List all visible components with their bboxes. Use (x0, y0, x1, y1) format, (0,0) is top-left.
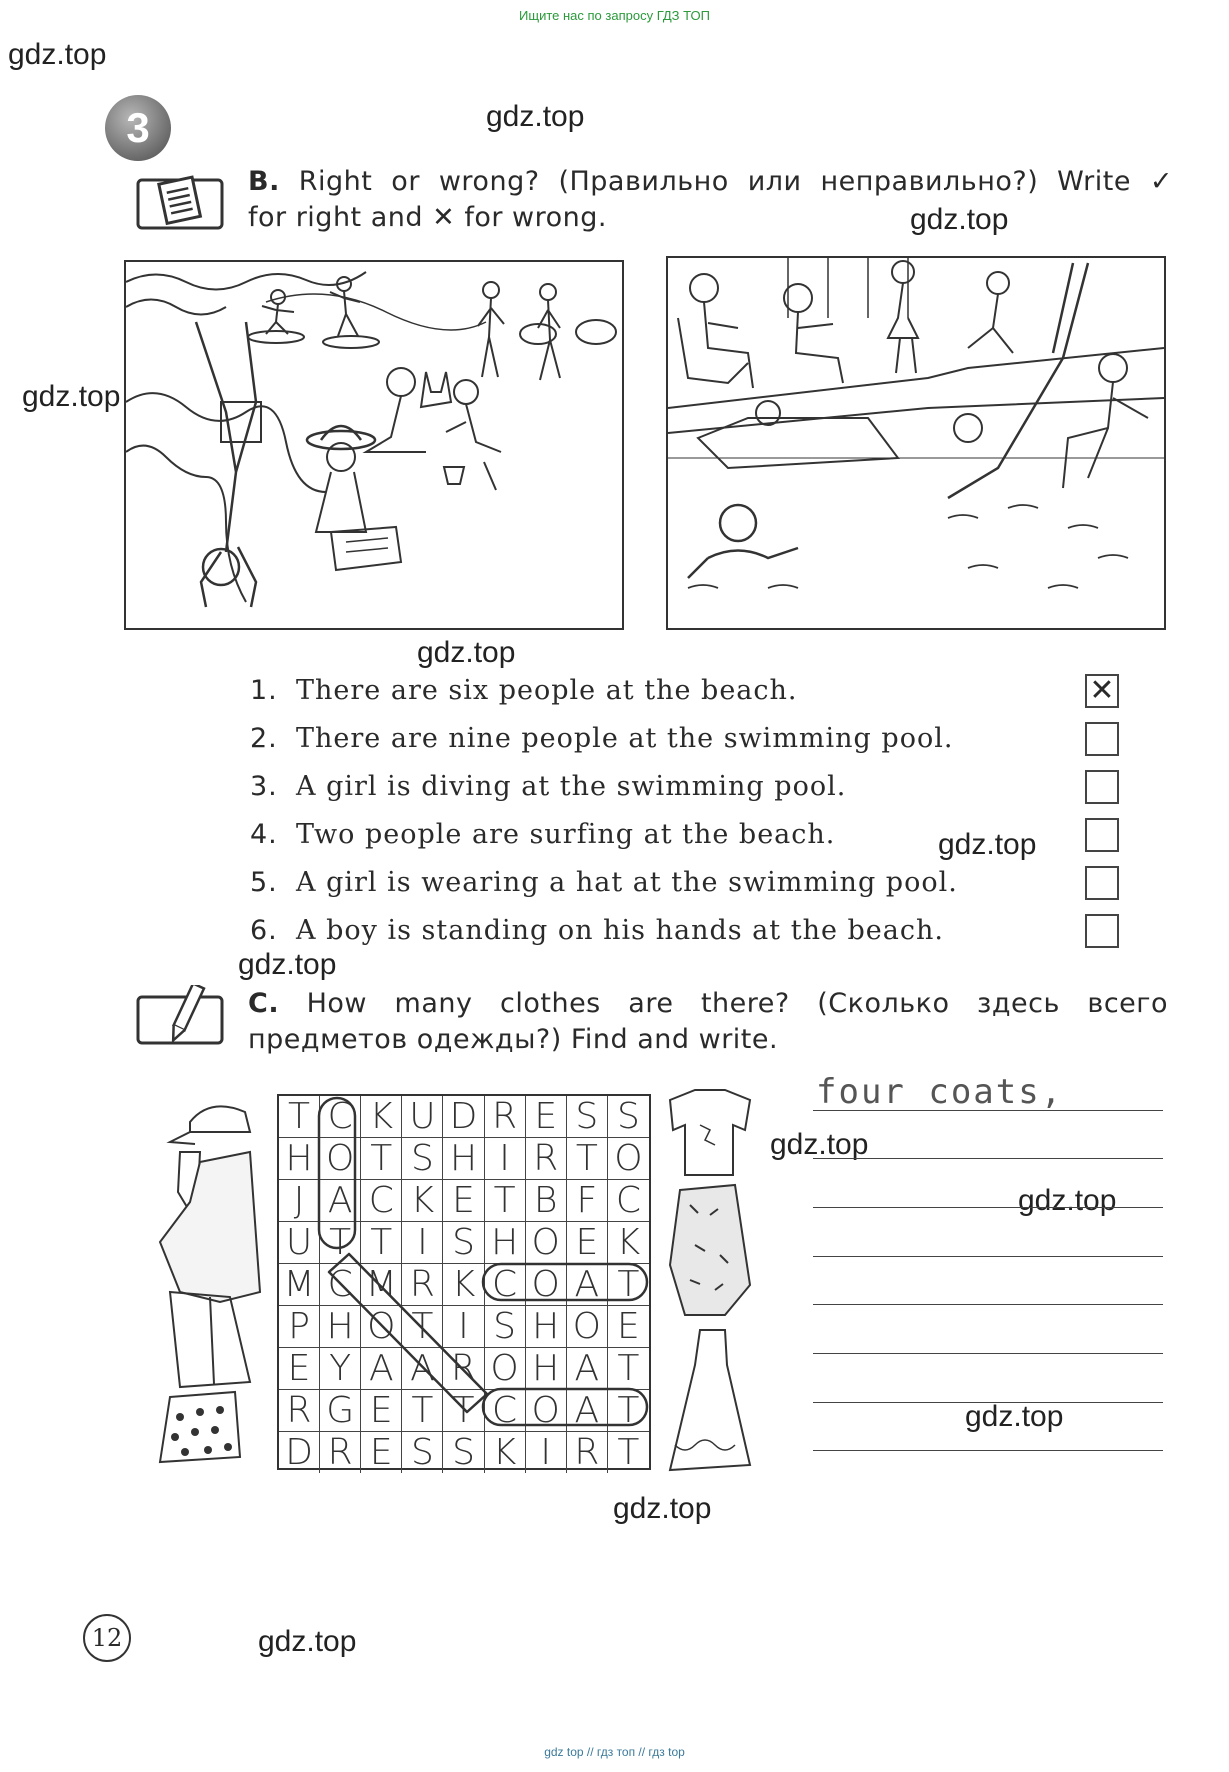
task-b-letter: B. (248, 166, 280, 197)
grid-cell[interactable]: E (361, 1432, 402, 1473)
top-banner[interactable]: Ищите нас по запросу ГДЗ ТОП (519, 8, 710, 23)
task-c-letter: C. (248, 988, 280, 1019)
grid-cell[interactable]: R (526, 1138, 567, 1180)
watermark: gdz.top (417, 636, 516, 669)
grid-cell[interactable]: S (443, 1222, 484, 1264)
grid-cell[interactable]: S (402, 1432, 443, 1473)
grid-cell[interactable]: O (567, 1306, 608, 1348)
grid-cell[interactable]: K (361, 1096, 402, 1138)
grid-cell[interactable]: T (402, 1390, 443, 1432)
grid-cell[interactable]: S (485, 1306, 526, 1348)
book-icon (135, 172, 227, 232)
grid-cell[interactable]: R (443, 1348, 484, 1390)
grid-cell[interactable]: Y (320, 1348, 361, 1390)
grid-cell[interactable]: M (361, 1264, 402, 1306)
grid-cell[interactable]: R (402, 1264, 443, 1306)
grid-cell[interactable]: K (443, 1264, 484, 1306)
grid-cell[interactable]: A (361, 1348, 402, 1390)
grid-cell[interactable]: U (279, 1222, 320, 1264)
answer-line[interactable] (813, 1353, 1163, 1354)
grid-cell[interactable]: T (608, 1348, 649, 1390)
grid-cell[interactable]: H (526, 1306, 567, 1348)
answer-checkbox[interactable] (1085, 914, 1119, 948)
grid-cell[interactable]: H (485, 1222, 526, 1264)
task-c-instruction (248, 986, 1168, 1058)
watermark: gdz.top (910, 203, 1009, 236)
page-number: 12 (83, 1614, 131, 1662)
grid-cell[interactable]: T (443, 1390, 484, 1432)
beach-picture (124, 260, 624, 630)
grid-cell[interactable]: T (402, 1306, 443, 1348)
grid-cell[interactable]: K (402, 1180, 443, 1222)
answer-line[interactable] (813, 1450, 1163, 1451)
grid-cell[interactable]: T (608, 1390, 649, 1432)
grid-cell[interactable]: E (608, 1306, 649, 1348)
watermark: gdz.top (486, 100, 585, 133)
grid-cell[interactable]: C (485, 1390, 526, 1432)
pool-picture (666, 256, 1166, 630)
grid-cell[interactable]: E (361, 1390, 402, 1432)
task-b-line2: for right and ✕ for wrong. (248, 202, 607, 233)
watermark: gdz.top (258, 1625, 357, 1658)
answer-line[interactable] (813, 1110, 1163, 1111)
clothes-illustration-left (150, 1092, 270, 1472)
grid-cell[interactable]: R (485, 1096, 526, 1138)
grid-cell[interactable]: E (279, 1348, 320, 1390)
task-b-line1: Right or wrong? (Правильно или неправильно?) Write ✓ (298, 166, 1173, 197)
grid-cell[interactable]: D (443, 1096, 484, 1138)
grid-cell[interactable]: R (320, 1432, 361, 1473)
grid-cell[interactable]: G (320, 1390, 361, 1432)
watermark: gdz.top (770, 1128, 869, 1161)
statement-row: 3. A girl is diving at the swimming pool. (250, 771, 847, 802)
grid-cell[interactable]: T (608, 1264, 649, 1306)
grid-cell[interactable]: T (279, 1096, 320, 1138)
grid-cell[interactable]: R (567, 1432, 608, 1473)
grid-cell[interactable]: R (279, 1390, 320, 1432)
grid-cell[interactable]: S (567, 1096, 608, 1138)
grid-cell[interactable]: E (567, 1222, 608, 1264)
grid-cell[interactable]: K (485, 1432, 526, 1473)
grid-cell[interactable]: A (567, 1348, 608, 1390)
grid-cell[interactable]: T (485, 1180, 526, 1222)
watermark: gdz.top (965, 1400, 1064, 1433)
statement-row: 5. A girl is wearing a hat at the swimming pool. (250, 867, 958, 898)
answer-checkbox[interactable] (1085, 722, 1119, 756)
watermark: gdz.top (238, 948, 337, 981)
pencil-icon (135, 985, 225, 1047)
answer-line[interactable] (813, 1158, 1163, 1159)
grid-cell[interactable]: B (526, 1180, 567, 1222)
grid-cell[interactable]: A (567, 1390, 608, 1432)
task-c-line2: предметов одежды?) Find and write. (248, 1024, 779, 1055)
unit-badge: 3 (105, 95, 171, 161)
grid-cell[interactable]: J (279, 1180, 320, 1222)
grid-cell[interactable]: I (526, 1432, 567, 1473)
grid-cell[interactable]: D (279, 1432, 320, 1473)
grid-cell[interactable]: I (485, 1138, 526, 1180)
grid-cell[interactable]: T (361, 1222, 402, 1264)
grid-cell[interactable]: S (443, 1432, 484, 1473)
answer-line[interactable] (813, 1402, 1163, 1403)
grid-cell[interactable]: H (279, 1138, 320, 1180)
watermark: gdz.top (938, 828, 1037, 861)
grid-cell[interactable]: C (361, 1180, 402, 1222)
grid-cell[interactable]: A (320, 1180, 361, 1222)
grid-cell[interactable]: O (361, 1306, 402, 1348)
watermark: gdz.top (1018, 1184, 1117, 1217)
grid-cell[interactable]: E (443, 1180, 484, 1222)
grid-cell[interactable]: K (608, 1222, 649, 1264)
grid-cell[interactable]: O (320, 1138, 361, 1180)
grid-cell[interactable]: H (526, 1348, 567, 1390)
grid-cell[interactable]: H (320, 1306, 361, 1348)
grid-cell[interactable]: I (443, 1306, 484, 1348)
answer-checkbox[interactable] (1085, 866, 1119, 900)
grid-cell[interactable]: O (526, 1222, 567, 1264)
grid-cell[interactable]: C (320, 1264, 361, 1306)
grid-cell[interactable]: A (402, 1348, 443, 1390)
grid-cell[interactable]: O (485, 1348, 526, 1390)
clothes-illustration-right (655, 1085, 765, 1475)
answer-checkbox[interactable]: ✕ (1085, 674, 1119, 708)
watermark: gdz.top (8, 38, 107, 71)
grid-cell[interactable]: S (402, 1138, 443, 1180)
grid-cell[interactable]: O (608, 1138, 649, 1180)
watermark: gdz.top (613, 1492, 712, 1525)
watermark: gdz.top (22, 380, 121, 413)
grid-cell[interactable]: S (608, 1096, 649, 1138)
answer-line[interactable] (813, 1256, 1163, 1257)
grid-cell[interactable]: C (608, 1180, 649, 1222)
answer-text: four coats, (816, 1072, 1064, 1112)
grid-cell[interactable]: F (567, 1180, 608, 1222)
task-b-instruction (248, 164, 1173, 236)
grid-cell[interactable]: H (443, 1138, 484, 1180)
grid-cell[interactable]: T (361, 1138, 402, 1180)
grid-cell[interactable]: T (320, 1222, 361, 1264)
answer-checkbox[interactable] (1085, 818, 1119, 852)
grid-cell[interactable]: C (320, 1096, 361, 1138)
statement-row: 6. A boy is standing on his hands at the beach. (250, 915, 944, 946)
grid-cell[interactable]: P (279, 1306, 320, 1348)
grid-cell[interactable]: U (402, 1096, 443, 1138)
grid-cell[interactable]: M (279, 1264, 320, 1306)
task-c-line1: How many clothes are there? (Сколько здесь всего (306, 988, 1168, 1019)
answer-line[interactable] (813, 1207, 1163, 1208)
grid-cell[interactable]: T (567, 1138, 608, 1180)
statement-row: 2. There are nine people at the swimming pool. (250, 723, 954, 754)
grid-cell[interactable]: A (567, 1264, 608, 1306)
statement-row: 4. Two people are surfing at the beach. (250, 819, 836, 850)
grid-cell[interactable]: O (526, 1390, 567, 1432)
statement-row: 1. There are six people at the beach. (250, 675, 798, 706)
grid-cell[interactable]: T (617, 1432, 640, 1473)
word-search-grid (277, 1094, 651, 1473)
grid-cell[interactable]: I (402, 1222, 443, 1264)
footer-links[interactable]: gdz top // гдз топ // гдз top (544, 1745, 685, 1759)
grid-cell[interactable]: E (526, 1096, 567, 1138)
grid-cell[interactable]: C (485, 1264, 526, 1306)
answer-checkbox[interactable] (1085, 770, 1119, 804)
answer-line[interactable] (813, 1304, 1163, 1305)
grid-cell[interactable]: O (526, 1264, 567, 1306)
